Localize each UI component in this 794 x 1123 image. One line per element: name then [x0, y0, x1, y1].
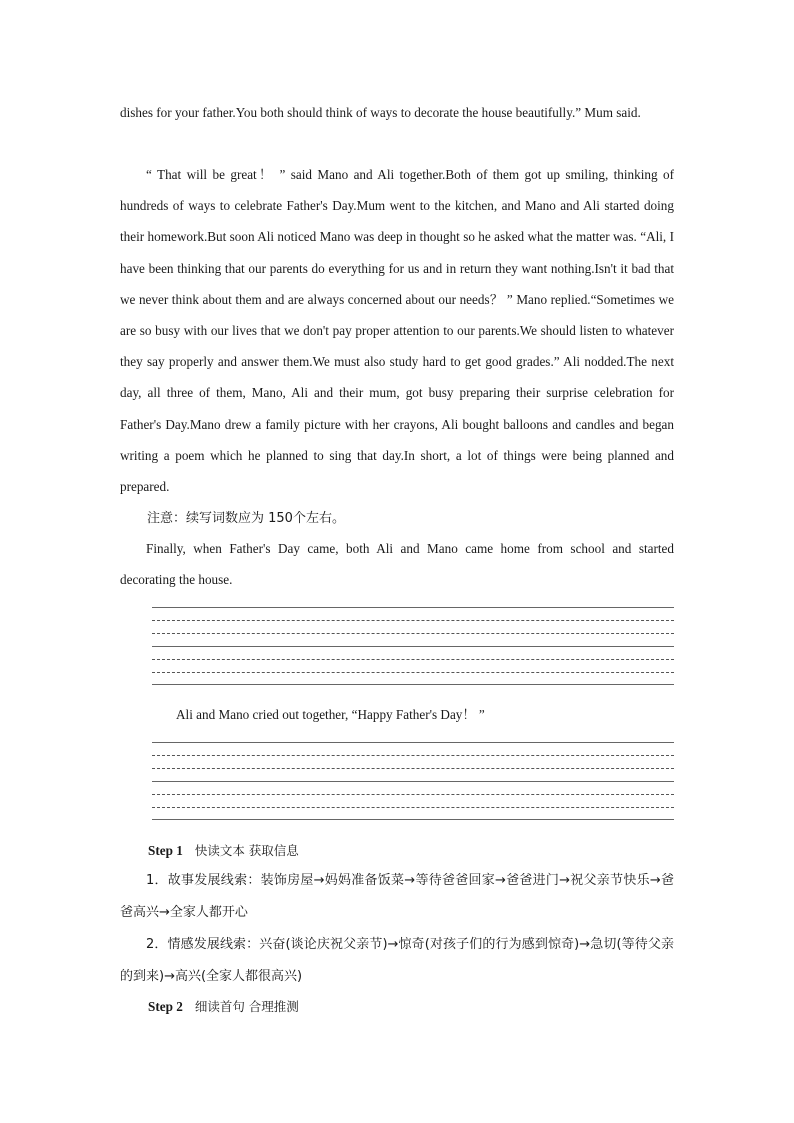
step2-label: Step 2 [148, 999, 183, 1014]
writing-line [152, 607, 674, 608]
writing-line [152, 633, 674, 634]
step1-heading [148, 841, 299, 861]
writing-line [152, 659, 674, 660]
story-paragraph-2: “ That will be great！ ” said Mano and Ali together.Both of them got up smiling, thinking of hundreds of ways to celebrate Father's Day.Mum went to the kitchen, and Mano and Ali started doing their homework.But soon Ali noticed Mano was deep in thought so he asked what the matter was. “Ali, I have been thinking that our parents do everything for us and in return they want nothing.Isn't it bad that we never think about them and are always concerned about our needs？ ” Mano replied.“Sometimes we are so busy with our lives that we don't pay proper attention to our parents.We should listen to whatever they say properly and answer them.We must also study hard to get good grades.” Ali nodded.The next day, all three of them, Mano, Ali and their mum, got busy preparing their surprise celebration for Father's Day.Mano drew a family picture with her crayons, Ali bought balloons and candles and began writing a poem which he planned to sing that day.In short, a lot of things were being planned and prepared. [120, 167, 674, 495]
writing-line [152, 620, 674, 621]
step1-label: Step 1 [148, 843, 183, 858]
writing-line [152, 646, 674, 647]
word-count-note: 注意：续写词数应为 150个左右。 [147, 511, 345, 526]
writing-line [152, 794, 674, 795]
writing-line [152, 768, 674, 769]
writing-lines-2[interactable] [152, 742, 674, 822]
writing-line [152, 807, 674, 808]
writing-line [152, 781, 674, 782]
writing-line [152, 819, 674, 820]
step2-title: 细读首句 合理推测 [194, 999, 299, 1014]
step1-item-1: 1．故事发展线索：装饰房屋→妈妈准备饭菜→等待爸爸回家→爸爸进门→祝父亲节快乐→爸爸高兴→全家人都开心 [120, 873, 674, 920]
continuation-prompt-1: Finally, when Father's Day came, both Ali and Mano came home from school and started decorating the house. [120, 541, 674, 588]
writing-lines-1[interactable] [152, 607, 674, 687]
writing-line [152, 742, 674, 743]
story-paragraph-1: dishes for your father.You both should think of ways to decorate the house beautifully.” Mum said. [120, 105, 641, 120]
continuation-prompt-2: Ali and Mano cried out together, “Happy Father's Day！ ” [176, 707, 485, 722]
step1-item-2: 2．情感发展线索：兴奋(谈论庆祝父亲节)→惊奇(对孩子们的行为感到惊奇)→急切(等待父亲的到来)→高兴(全家人都很高兴) [120, 937, 674, 984]
writing-line [152, 755, 674, 756]
writing-line [152, 684, 674, 685]
writing-line [152, 672, 674, 673]
step2-heading [148, 997, 299, 1017]
step1-title: 快读文本 获取信息 [194, 843, 299, 858]
